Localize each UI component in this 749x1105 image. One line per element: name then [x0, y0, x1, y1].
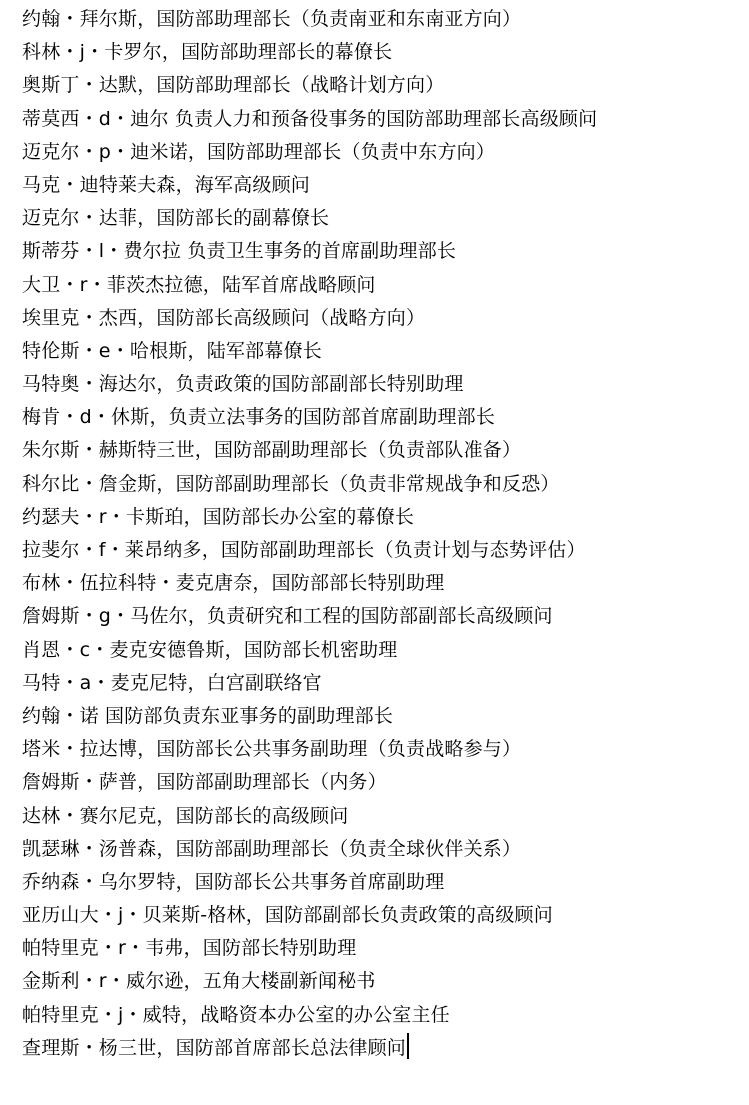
- text-line-22: 约翰・诺 国防部负责东亚事务的副助理部长: [22, 704, 394, 727]
- text-line-1: 约翰・拜尔斯，国防部助理部长（负责南亚和东南亚方向）: [22, 8, 522, 30]
- text-line-11: 特伦斯・e・哈根斯，陆军部幕僚长: [22, 339, 322, 362]
- text-line-9: 大卫・r・菲茨杰拉德，陆军首席战略顾问: [22, 273, 376, 296]
- text-line-8: 斯蒂芬・l・费尔拉 负责卫生事务的首席副助理部长: [22, 240, 457, 263]
- text-line-13: 梅肯・d・休斯，负责立法事务的国防部首席副助理部长: [22, 406, 496, 429]
- text-line-27: 乔纳森・乌尔罗特，国防部长公共事务首席副助理: [22, 870, 445, 893]
- text-line-19: 詹姆斯・g・马佐尔，负责研究和工程的国防部副部长高级顾问: [22, 605, 553, 628]
- text-line-2: 科林・j・卡罗尔，国防部助理部长的幕僚长: [22, 41, 393, 64]
- text-line-26: 凯瑟琳・汤普森，国防部副助理部长（负责全球伙伴关系）: [22, 837, 522, 860]
- text-line-15: 科尔比・詹金斯，国防部副助理部长（负责非常规战争和反恐）: [22, 472, 560, 495]
- text-cursor: [407, 1033, 409, 1059]
- text-line-30: 金斯利・r・威尔逊，五角大楼副新闻秘书: [22, 970, 376, 993]
- text-line-14: 朱尔斯・赫斯特三世，国防部副助理部长（负责部队准备）: [22, 439, 522, 462]
- text-line-5: 迈克尔・p・迪米诺，国防部助理部长（负责中东方向）: [22, 140, 496, 163]
- text-body[interactable]: [22, 3, 742, 1065]
- text-line-20: 肖恩・c・麦克安德鲁斯，国防部长机密助理: [22, 638, 398, 661]
- text-line-6: 马克・迪特莱夫森，海军高级顾问: [22, 173, 311, 196]
- text-line-18: 布林・伍拉科特・麦克唐奈，国防部部长特别助理: [22, 572, 445, 595]
- text-line-28: 亚历山大・j・贝莱斯-格林，国防部副部长负责政策的高级顾问: [22, 904, 553, 927]
- text-line-31: 帕特里克・j・威特，战略资本办公室的办公室主任: [22, 1003, 450, 1026]
- text-line-4: 蒂莫西・d・迪尔 负责人力和预备役事务的国防部助理部长高级顾问: [22, 107, 598, 130]
- text-line-24: 詹姆斯・萨普，国防部副助理部长（内务）: [22, 771, 387, 794]
- text-line-29: 帕特里克・r・韦弗，国防部长特别助理: [22, 937, 357, 960]
- text-line-32-content: 查理斯・杨三世，国防部首席部长总法律顾问: [22, 1036, 407, 1059]
- text-line-32: [22, 1032, 742, 1065]
- text-line-3: 奥斯丁・达默，国防部助理部长（战略计划方向）: [22, 74, 445, 97]
- text-line-25: 达林・赛尔尼克，国防部长的高级顾问: [22, 804, 349, 827]
- text-line-23: 塔米・拉达博，国防部长公共事务副助理（负责战略参与）: [22, 738, 522, 761]
- text-line-17: 拉斐尔・f・莱昂纳多，国防部副助理部长（负责计划与态势评估）: [22, 539, 586, 561]
- text-line-7: 迈克尔・达菲，国防部长的副幕僚长: [22, 207, 330, 230]
- text-line-10: 埃里克・杰西，国防部长高级顾问（战略方向）: [22, 306, 426, 329]
- text-line-12: 马特奥・海达尔，负责政策的国防部副部长特别助理: [22, 373, 464, 396]
- text-line-21: 马特・a・麦克尼特，白宫副联络官: [22, 671, 322, 694]
- text-line-16: 约瑟夫・r・卡斯珀，国防部长办公室的幕僚长: [22, 505, 415, 528]
